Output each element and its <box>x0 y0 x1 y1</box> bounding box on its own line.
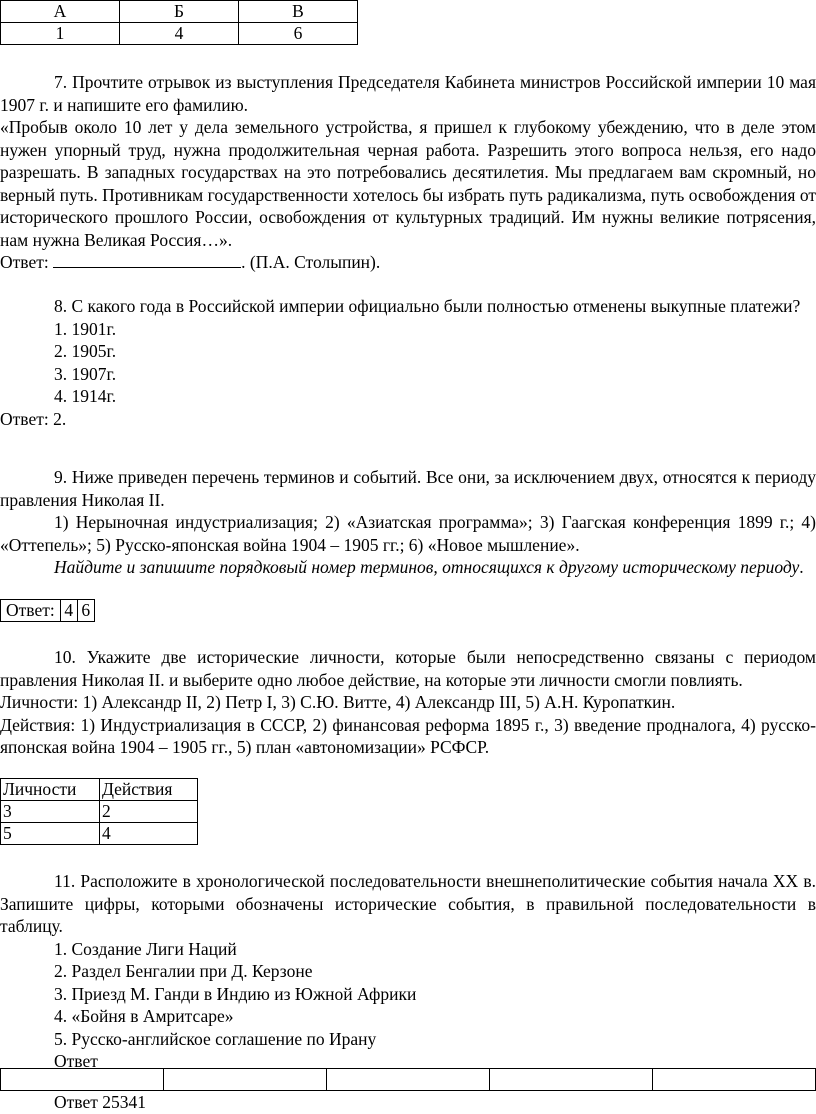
question-8 <box>0 295 816 430</box>
question-10-text: 10. Укажите две исторические личности, которые были непосредственно связаны с периодом правления Николая II. и выберите одно любое действие, на которые эти личности смогли повлиять. <box>0 647 816 690</box>
table-cell: 6 <box>239 23 358 45</box>
empty-answer-cell <box>327 1069 490 1091</box>
table-cell: 3 <box>1 801 100 823</box>
table-row <box>1 801 198 823</box>
instruction-text: Найдите и запишите порядковый номер терминов, относящихся к другому историческому периоду <box>54 557 800 577</box>
table-header-cell: Б <box>120 1 239 23</box>
answer-blank <box>53 251 241 268</box>
table-header-cell: В <box>239 1 358 23</box>
event-item: 5. Русско-английское соглашение по Ирану <box>54 1028 377 1049</box>
event-item: 4. «Бойня в Амритсаре» <box>54 1006 234 1026</box>
question-7-intro: 7. Прочтите отрывок из выступления Председателя Кабинета министров Российской империи 10 мая 1907 г. и напишите его фамилию. <box>0 72 816 115</box>
table-row <box>1 823 198 845</box>
question-10 <box>0 646 816 759</box>
question-9-text: 9. Ниже приведен перечень терминов и событий. Все они, за исключением двух, относятся к периоду правления Николая II. <box>0 467 816 510</box>
question-8-answer: Ответ: 2. <box>0 408 67 429</box>
question-10-persons: Личности: 1) Александр II, 2) Петр I, 3) С.Ю. Витте, 4) Александр III, 5) А.Н. Куропаткин. <box>0 692 676 712</box>
table-header-cell: Личности <box>1 779 100 801</box>
answer-table-q11 <box>0 1068 816 1091</box>
table-row <box>1 1069 816 1091</box>
question-11-final-answer: Ответ 25341 <box>54 1092 146 1112</box>
event-item: 1. Создание Лиги Наций <box>54 938 237 959</box>
instruction-end: . <box>799 557 804 577</box>
question-9-instruction <box>0 556 816 579</box>
answer-table-q9 <box>0 599 95 622</box>
table-row <box>1 23 358 45</box>
question-11-text: 11. Расположите в хронологической последовательности внешнеполитические события начала XX в. Запишите цифры, которыми обозначены исторические события, в правильной последовательности в таблицу. <box>0 871 816 936</box>
option-item: 2. 1905г. <box>54 341 117 361</box>
event-item: 3. Приезд М. Ганди в Индию из Южной Африки <box>54 983 417 1004</box>
question-11 <box>0 870 816 1073</box>
table-cell: 2 <box>100 801 198 823</box>
answer-table-q10 <box>0 778 198 845</box>
option-item: 4. 1914г. <box>54 386 117 406</box>
question-10-actions: Действия: 1) Индустриализация в СССР, 2) финансовая реформа 1895 г., 3) введение продналога, 4) русско-японская война 1904 – 1905 гг., 5) план «автономизации» РСФСР. <box>0 714 816 757</box>
answer-cell: 6 <box>77 600 94 622</box>
question-7-quote: «Пробыв около 10 лет у дела земельного устройства, я пришел к глубокому убеждению, что в деле этом нужен упорный труд, нужна продолжительная черная работа. Разрешить этого вопроса нельзя, его надо разрешать. В западных государствах на это потребовались десятилетия. Мы предлагаем вам скромный, но верный путь. Противникам государственности хотелось бы избрать путь радикализма, путь освобождения от исторического прошлого России, освобождения от культурных традиций. Им нужны великие потрясения, нам нужна Великая Россия…». <box>0 117 816 250</box>
empty-answer-cell <box>653 1069 816 1091</box>
answer-heading: Ответ <box>54 1051 98 1071</box>
table-header-cell: А <box>1 1 120 23</box>
table-header-cell: Действия <box>100 779 198 801</box>
empty-answer-cell <box>1 1069 164 1091</box>
answer-cell: 4 <box>60 600 77 622</box>
answer-label: Ответ: <box>0 252 49 272</box>
question-8-text: 8. С какого года в Российской империи официально были полностью отменены выкупные платежи? <box>54 296 801 316</box>
table-cell: 5 <box>1 823 100 845</box>
table-row <box>1 600 95 622</box>
event-item: 2. Раздел Бенгалии при Д. Керзоне <box>54 961 313 981</box>
table-row <box>1 779 198 801</box>
answer-table-abv <box>0 0 358 45</box>
table-row <box>1 1 358 23</box>
question-7 <box>0 71 816 274</box>
question-7-answer <box>0 251 816 274</box>
question-9 <box>0 466 816 579</box>
answer-label-cell: Ответ: <box>1 600 61 622</box>
answer-suffix: . (П.А. Столыпин). <box>241 252 381 272</box>
empty-answer-cell <box>164 1069 327 1091</box>
table-cell: 4 <box>120 23 239 45</box>
table-cell: 1 <box>1 23 120 45</box>
option-item: 3. 1907г. <box>54 363 117 384</box>
option-item: 1. 1901г. <box>54 318 117 339</box>
table-cell: 4 <box>100 823 198 845</box>
question-9-terms: 1) Нерыночная индустриализация; 2) «Азиатская программа»; 3) Гаагская конференция 1899 г.; 4) «Оттепель»; 5) Русско-японская война 1904 – 1905 гг.; 6) «Новое мышление». <box>0 512 816 555</box>
empty-answer-cell <box>490 1069 653 1091</box>
